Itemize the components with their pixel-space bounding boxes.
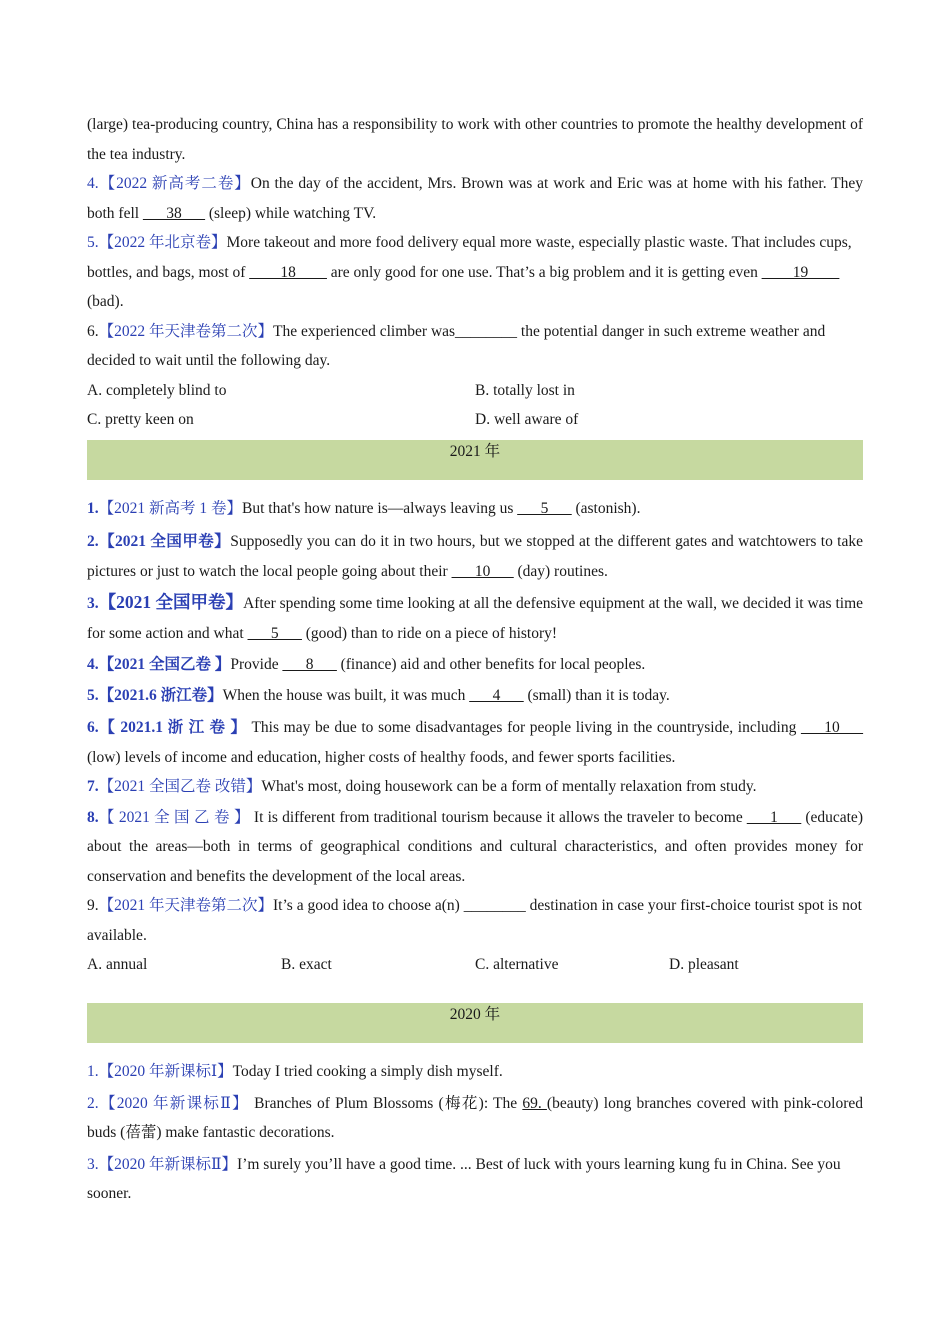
answer-blank: ___38___ xyxy=(142,204,205,222)
option-a: A. annual xyxy=(87,956,148,973)
question-text: (sleep) while watching TV. xyxy=(204,204,377,222)
question-2021-6 xyxy=(87,713,863,772)
answer-blank: ___1___ xyxy=(746,808,802,826)
question-text: (bad). xyxy=(87,293,124,310)
question-number: 3. xyxy=(87,595,99,612)
source-tag: 【2020 年新课标Ⅱ】 xyxy=(98,1155,238,1173)
document-page xyxy=(87,110,863,1209)
answer-blank: ____18____ xyxy=(249,263,327,281)
question-number: 4. xyxy=(87,656,99,673)
question-number: 8. xyxy=(87,808,99,826)
question-text: (day) routines. xyxy=(513,562,608,580)
answer-blank: ___4___ xyxy=(469,686,524,704)
question-text: The experienced climber was________ the potential danger in such extreme weather and decided to wait until the following day. xyxy=(87,322,826,369)
option-a: A. completely blind to xyxy=(87,381,227,399)
question-2021-2 xyxy=(87,527,863,586)
question-2022-5 xyxy=(87,228,863,317)
option-d: D. pleasant xyxy=(669,956,739,973)
question-text: (astonish). xyxy=(571,499,641,517)
source-tag: 【2021 全国乙卷 改错】 xyxy=(98,778,262,795)
question-text: Today I tried cooking a simply dish myself. xyxy=(232,1063,503,1080)
source-tag: 【2021 全国乙卷 】 xyxy=(98,656,231,673)
source-tag: 【2022 年北京卷】 xyxy=(98,234,227,251)
question-number: 5. xyxy=(87,686,99,704)
question-2022-4 xyxy=(87,169,863,228)
question-text: This may be due to some disadvantages for people living in the countryside, including xyxy=(246,719,801,736)
answer-blank: ___10___ xyxy=(801,719,863,736)
option-d: D. well aware of xyxy=(475,410,579,428)
source-tag: 【2020 年新课标Ⅰ】 xyxy=(98,1063,233,1080)
question-2021-3 xyxy=(87,588,863,648)
question-2021-4 xyxy=(87,650,863,680)
question-2020-1 xyxy=(87,1057,863,1087)
option-b: B. totally lost in xyxy=(475,381,575,399)
intro-paragraph xyxy=(87,110,863,169)
source-tag: 【2021 全国甲卷】 xyxy=(98,533,231,550)
question-number: 6. xyxy=(87,719,99,736)
question-text: On the day of the accident, Mrs. Brown was at work and Eric was at home with his father. They both fell xyxy=(87,175,863,222)
question-number: 1. xyxy=(87,499,99,517)
question-text: (good) than to ride on a piece of history! xyxy=(301,624,558,642)
source-tag: 【 2021.1 浙 江 卷 】 xyxy=(98,719,247,736)
year-band-label: 2020 年 xyxy=(449,1006,501,1023)
question-text: (educate) about the areas—both in terms of geographical conditions and cultural characteristics, and often provides money for conservation and benefits the development of the local areas. xyxy=(87,808,863,885)
source-tag: 【2022 新高考二卷】 xyxy=(98,175,251,192)
question-number: 4. xyxy=(87,175,99,192)
question-2021-1 xyxy=(87,494,863,524)
answer-blank: ____19____ xyxy=(761,263,840,281)
option-b: B. exact xyxy=(281,956,332,973)
answer-blank: ___5___ xyxy=(247,624,302,642)
intro-text: (large) tea-producing country, China has a responsibility to work with other countries to promote the healthy development of the tea industry. xyxy=(87,116,863,163)
source-tag: 【2021 全国甲卷】 xyxy=(98,592,244,612)
year-band-2021 xyxy=(87,440,863,480)
source-tag: 【2021 新高考 1 卷】 xyxy=(98,499,243,517)
question-number: 2. xyxy=(87,533,99,550)
year-band-label: 2021 年 xyxy=(449,442,501,460)
question-number: 7. xyxy=(87,778,99,795)
question-text: What's most, doing housework can be a form of mentally relaxation from study. xyxy=(261,778,757,795)
question-text: It’s a good idea to choose a(n) ________ destination in case your first-choice tourist spot is not available. xyxy=(87,897,862,944)
question-text: are only good for one use. That’s a big problem and it is getting even xyxy=(326,263,762,281)
question-number: 3. xyxy=(87,1155,99,1173)
question-2020-2 xyxy=(87,1089,863,1148)
question-text: (beauty) long branches covered with pink-colored buds (蓓蕾) make fantastic decorations. xyxy=(87,1094,863,1141)
question-text: Provide xyxy=(230,656,283,673)
question-2020-3 xyxy=(87,1150,863,1209)
question-text: When the house was built, it was much xyxy=(222,686,470,704)
question-text: Branches of Plum Blossoms (梅花): The xyxy=(248,1094,523,1112)
question-2021-5 xyxy=(87,681,863,711)
question-2021-7 xyxy=(87,772,863,802)
question-number: 5. xyxy=(87,234,99,251)
answer-blank: ___8___ xyxy=(282,656,337,673)
source-tag: 【2021 年天津卷第二次】 xyxy=(98,897,274,914)
question-text: Supposedly you can do it in two hours, but we stopped at the different gates and watchtowers to take pictures or just to watch the local people going about their xyxy=(87,533,863,580)
options-row xyxy=(87,405,863,434)
question-number: 6. xyxy=(87,322,99,340)
option-c: C. alternative xyxy=(475,956,559,973)
source-tag: 【2021.6 浙江卷】 xyxy=(98,686,223,704)
options-row xyxy=(87,376,863,405)
question-text: (low) levels of income and education, higher costs of healthy foods, and fewer sports facilities. xyxy=(87,748,676,766)
question-text: But that's how nature is—always leaving us xyxy=(242,499,518,517)
question-text: (finance) aid and other benefits for local peoples. xyxy=(336,656,646,673)
source-tag: 【2022 年天津卷第二次】 xyxy=(98,322,274,340)
question-text: (small) than it is today. xyxy=(523,686,670,704)
question-2021-8 xyxy=(87,803,863,892)
year-band-2020 xyxy=(87,1003,863,1043)
answer-blank: 69. xyxy=(522,1094,547,1112)
question-text: More takeout and more food delivery equal more waste, especially plastic waste. That includes cups, bottles, and bags, most of xyxy=(87,234,852,281)
answer-blank: ___5___ xyxy=(517,499,572,517)
question-2022-6 xyxy=(87,317,863,376)
question-text: It is different from traditional tourism because it allows the traveler to become xyxy=(249,808,747,826)
option-c: C. pretty keen on xyxy=(87,410,194,428)
options-row xyxy=(87,950,863,979)
question-number: 1. xyxy=(87,1063,99,1080)
question-number: 2. xyxy=(87,1094,99,1112)
answer-blank: ___10___ xyxy=(451,562,514,580)
source-tag: 【2020 年新课标Ⅱ】 xyxy=(98,1094,249,1112)
question-text: After spending some time looking at all the defensive equipment at the wall, we decided it was time for some action and what xyxy=(87,595,864,642)
question-number: 9. xyxy=(87,897,99,914)
source-tag: 【 2021 全 国 乙 卷 】 xyxy=(98,808,250,826)
question-text: I’m surely you’ll have a good time. ... Best of luck with yours learning kung fu in China. See you sooner. xyxy=(87,1155,841,1202)
question-2021-9 xyxy=(87,891,863,950)
